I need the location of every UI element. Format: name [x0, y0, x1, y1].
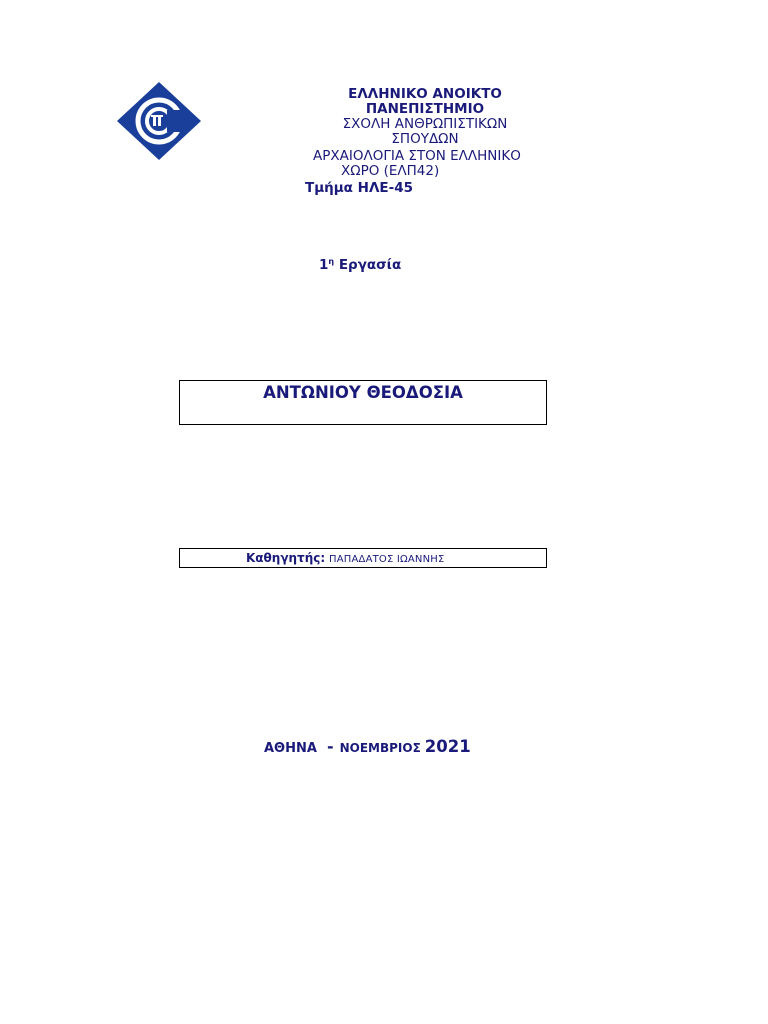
- assignment-ordinal: η: [328, 257, 335, 266]
- assignment-number: 1: [319, 257, 329, 273]
- assignment-title: [319, 257, 401, 273]
- footer-city: ΑΘΗΝΑ: [264, 741, 317, 756]
- professor-label: Καθηγητής:: [246, 551, 326, 565]
- department-name: Τμήμα ΗΛΕ-45: [305, 180, 414, 196]
- university-name: ΕΛΛΗΝΙΚΟ ΑΝΟΙΚΤΟ ΠΑΝΕΠΙΣΤΗΜΙΟ: [348, 86, 502, 117]
- program-name-line2: ΧΩΡΟ (ΕΛΠ42): [341, 163, 440, 179]
- footer-separator: -: [326, 737, 334, 756]
- student-name: ΑΝΤΩΝΙΟΥ ΘΕΟΔΟΣΙΑ: [263, 383, 463, 402]
- eap-logo-icon: [115, 80, 203, 162]
- school-name: ΣΧΟΛΗ ΑΝΘΡΩΠΙΣΤΙΚΩΝ ΣΠΟΥΔΩΝ: [342, 116, 508, 147]
- footer-month: ΝΟΕΜΒΡΙΟΣ: [339, 741, 421, 755]
- professor-box: [179, 548, 547, 568]
- place-date-line: [264, 737, 471, 756]
- assignment-label: Εργασία: [338, 257, 402, 273]
- footer-year: 2021: [424, 737, 471, 756]
- student-box: [179, 380, 547, 425]
- program-name-line1: ΑΡΧΑΙΟΛΟΓΙΑ ΣΤΟΝ ΕΛΛΗΝΙΚΟ: [313, 148, 521, 164]
- professor-line: [246, 551, 445, 565]
- professor-name: ΠΑΠΑΔΑΤΟΣ ΙΩΑΝΝΗΣ: [329, 554, 445, 565]
- program-name: [313, 149, 553, 179]
